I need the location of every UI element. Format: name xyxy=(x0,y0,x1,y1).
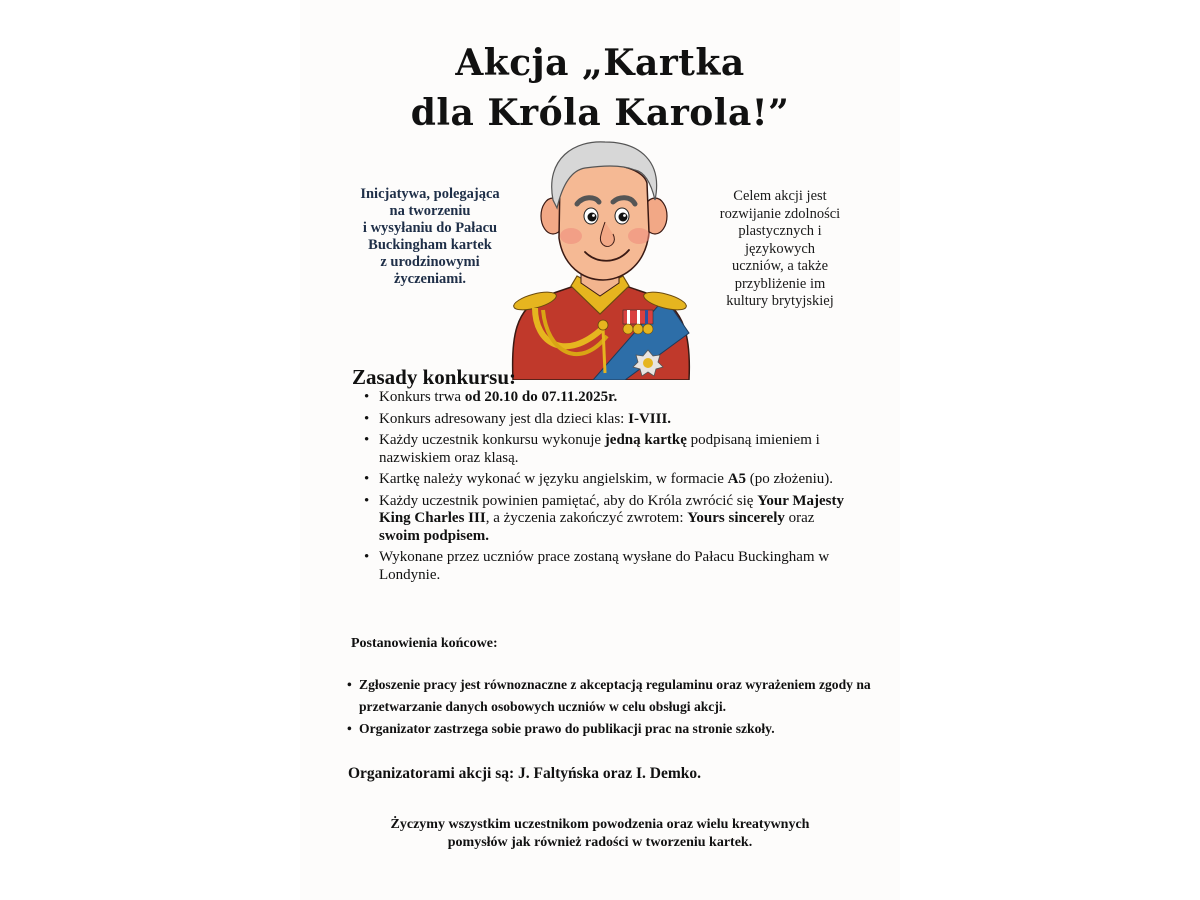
intro-right-line: plastycznych i xyxy=(738,223,822,239)
rule-text-bold: Your Majesty King Charles III xyxy=(379,492,844,526)
rule-text-bold: od 20.10 do 07.11.2025r. xyxy=(464,389,618,405)
goal-description xyxy=(695,188,865,311)
king-charles-cartoon-icon xyxy=(505,138,695,380)
rule-text: , a życzenia zakończyć zwrotem: xyxy=(485,510,688,526)
rule-text-bold: A5 xyxy=(727,471,746,487)
intro-left-line: Inicjatywa, polegająca xyxy=(360,186,500,202)
intro-left-line: życzeniami. xyxy=(393,271,467,287)
wishes-line-2: pomysłów jak również radości w tworzeniu kartek. xyxy=(447,835,753,850)
rule-text: Wykonane przez uczniów prace zostaną wysłane do Pałacu Buckingham w Londynie. xyxy=(379,549,830,583)
closing-wishes xyxy=(330,816,870,852)
rule-item xyxy=(362,389,852,407)
intro-right-line: przybliżenie im xyxy=(734,275,826,292)
intro-left-line: Buckingham kartek xyxy=(368,237,492,253)
rule-text: Każdy uczestnik powinien pamiętać, aby do Króla zwrócić się xyxy=(379,492,758,509)
rule-text: (po złożeniu). xyxy=(745,471,834,487)
final-provisions-heading: Postanowienia końcowe: xyxy=(351,636,498,651)
rule-item xyxy=(362,471,852,489)
rule-text: Konkurs adresowany jest dla dzieci klas: xyxy=(379,410,629,427)
final-provision-item: • Zgłoszenie pracy jest równoznaczne z akceptacją regulaminu oraz wyrażeniem zgody na przetwarzanie danych osobowych uczniów w celu obsługi akcji. xyxy=(345,674,875,718)
rule-text-bold: swoim podpisem. xyxy=(379,527,490,544)
medal xyxy=(633,324,643,334)
rule-text-bold: Yours sincerely xyxy=(687,510,785,526)
medal xyxy=(623,324,633,334)
intro-right-line: uczniów, a także xyxy=(731,258,829,274)
intro-right-line: kultury brytyjskiej xyxy=(726,293,834,309)
rule-text: podpisaną imieniem i nazwiskiem oraz klasą. xyxy=(379,432,820,466)
rule-text: Każdy uczestnik konkursu wykonuje xyxy=(379,432,605,448)
poster-title xyxy=(300,38,900,138)
title-line-1: Akcja „Kartka xyxy=(455,42,745,84)
initiative-description xyxy=(350,186,510,288)
intro-right-line: rozwijanie zdolności xyxy=(719,205,841,222)
rules-list xyxy=(362,389,852,588)
rule-text-bold: jedną kartkę xyxy=(604,432,687,448)
final-provision-item: • Organizator zastrzega sobie prawo do publikacji prac na stronie szkoły. xyxy=(345,718,875,740)
title-line-2: dla Króla Karola!” xyxy=(410,92,790,134)
rule-text: Konkurs trwa xyxy=(379,389,465,405)
rules-heading: Zasady konkursu: xyxy=(352,365,516,389)
intro-left-line: z urodzinowymi xyxy=(380,254,480,270)
rule-text: Kartkę należy wykonać w języku angielskim, w formacie xyxy=(379,471,728,487)
rule-text-bold: I-VIII. xyxy=(628,410,672,427)
rule-item xyxy=(362,549,852,584)
organizers-text: Organizatorami akcji są: J. Faltyńska oraz I. Demko. xyxy=(348,765,702,782)
intro-left-line: i wysyłaniu do Pałacu xyxy=(362,220,498,236)
intro-right-line: językowych xyxy=(744,240,816,257)
intro-right-line: Celem akcji jest xyxy=(733,188,827,204)
final-provisions-list xyxy=(345,674,875,740)
face xyxy=(559,164,649,280)
rule-item xyxy=(362,411,852,429)
intro-left-line: na tworzeniu xyxy=(389,203,471,219)
rule-item xyxy=(362,493,852,546)
medal xyxy=(643,324,653,334)
rule-text: oraz xyxy=(784,510,815,526)
rule-item xyxy=(362,432,852,467)
wishes-line-1: Życzymy wszystkim uczestnikom powodzenia oraz wielu kreatywnych xyxy=(390,817,810,832)
